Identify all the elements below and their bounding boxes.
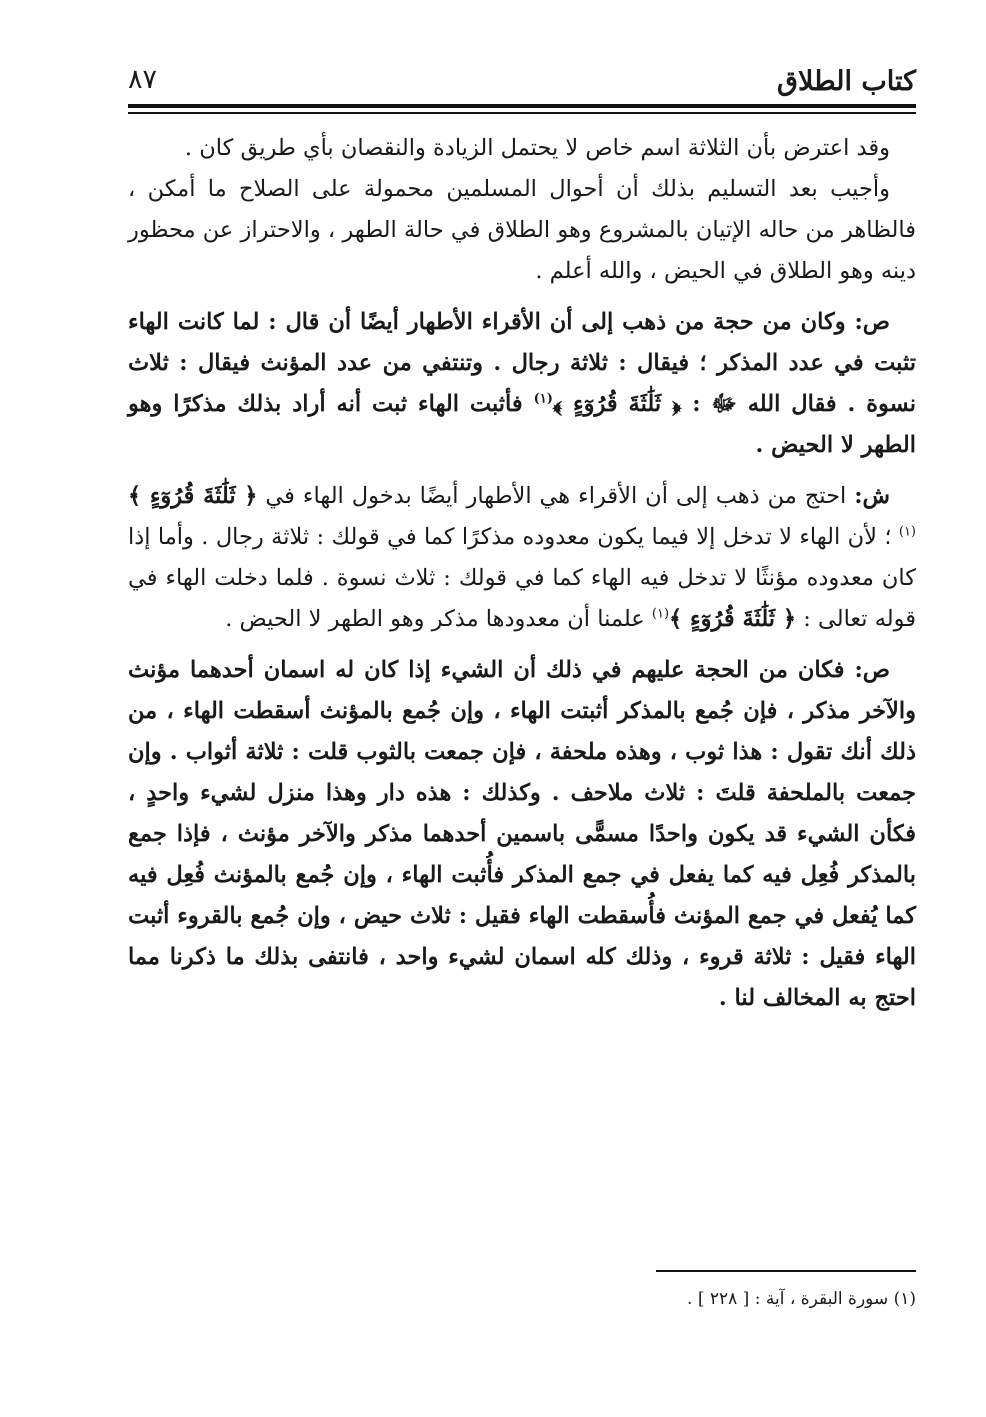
sad-1-part-b: فأثبت الهاء ثبت أنه أراد بذلك مذكرًا وهو الطهر لا الحيض .	[128, 391, 916, 458]
footnote-ref: (١)	[898, 524, 916, 540]
footnote-ref: (١)	[533, 391, 553, 407]
paragraph-text-sad-2	[128, 650, 916, 1019]
quran-verse: ﴿ ثَلَٰثَةَ قُرُوٓءٍ ﴾	[128, 483, 258, 509]
sad-2-text: فكان من الحجة عليهم في ذلك أن الشيء إذا كان له اسمان أحدهما مؤنث والآخر مذكر ، فإن جُمع بالمذكر أثبتت الهاء ، وإن جُمع بالمؤنث أسقطت الهاء ، من ذلك أنك تقول : هذا ثوب ، وهذه ملحفة ، فإن جمعت بالثوب قلت : ثلاثة أثواب . وإن جمعت بالملحفة قلتَ : ثلاث ملاحف . وكذلك : هذه دار وهذا منزل لشيء واحدٍ ، فكأن الشيء قد يكون واحدًا مسمًّى باسمين أحدهما مذكر والآخر مؤنث ، فإذا جمع بالمذكر فُعِل فيه كما يفعل في جمع المذكر فأُثبت الهاء ، وإن جُمع بالمؤنث فُعِل فيه كما يُفعل في جمع المؤنث فأُسقطت الهاء فقيل : ثلاث حيض ، وإن جُمع بالقروء أثبت الهاء فقيل : ثلاثة قروء ، وذلك كله اسمان لشيء واحد ، فانتفى بذلك ما ذكرنا مما احتج به المخالف لنا .	[128, 657, 916, 1011]
paragraph-answer: وأجيب بعد التسليم بذلك أن أحوال المسلمين محمولة على الصلاح ما أمكن ، فالظاهر من حاله الإتيان بالمشروع وهو الطلاق في حالة الطهر ، والاحتراز عن محظور دينه وهو الطلاق في الحيض ، والله أعلم .	[128, 176, 916, 284]
paragraph-text-sad-1	[128, 302, 916, 466]
header-rule-thin	[128, 112, 916, 114]
sad-label: ص:	[854, 309, 890, 335]
sheen-part-c: علمنا أن معدودها مذكر وهو الطهر لا الحيض .	[225, 606, 652, 632]
quran-verse: ﴿ ثَلَٰثَةَ قُرُوٓءٍ ﴾	[669, 606, 797, 632]
quran-verse: ﴿ ثَلَٰثَةَ قُرُوٓءٍ ﴾	[552, 391, 682, 417]
paragraph-commentary-sheen	[128, 476, 916, 640]
page-number: ٨٧	[128, 64, 158, 95]
page-body	[128, 128, 916, 1019]
footnote: (١) سورة البقرة ، آية : [ ٢٢٨ ] .	[687, 1289, 916, 1309]
sheen-part-a: احتج من ذهب إلى أن الأقراء هي الأطهار أيضًا بدخول الهاء في	[257, 483, 855, 509]
header-rule-thick	[128, 104, 916, 108]
footnote-divider	[656, 1270, 916, 1272]
paragraph-objection: وقد اعترض بأن الثلاثة اسم خاص لا يحتمل الزيادة والنقصان بأي طريق كان .	[184, 135, 890, 161]
footnote-ref: (١)	[651, 606, 670, 622]
sad-label: ص:	[854, 657, 890, 683]
sad-1-part-a: وكان من حجة من ذهب إلى أن الأقراء الأطهار أيضًا أن قال : لما كانت الهاء تثبت في عدد المذكر ؛ فيقال : ثلاثة رجال . وتنتفي من عدد المؤنث فيقال : ثلاث نسوة . فقال الله ﷻ :	[128, 309, 916, 417]
page-header	[128, 58, 916, 98]
running-title: كتاب الطلاق	[777, 66, 916, 97]
sheen-part-b: ؛ لأن الهاء لا تدخل إلا فيما يكون معدوده مذكرًا كما في قولك : ثلاثة رجال . وأما إذا كان معدوده مؤنثًا لا تدخل فيه الهاء كما في قولك : ثلاث نسوة . فلما دخلت الهاء في قوله تعالى :	[128, 524, 916, 632]
sheen-label: ش:	[854, 483, 890, 509]
